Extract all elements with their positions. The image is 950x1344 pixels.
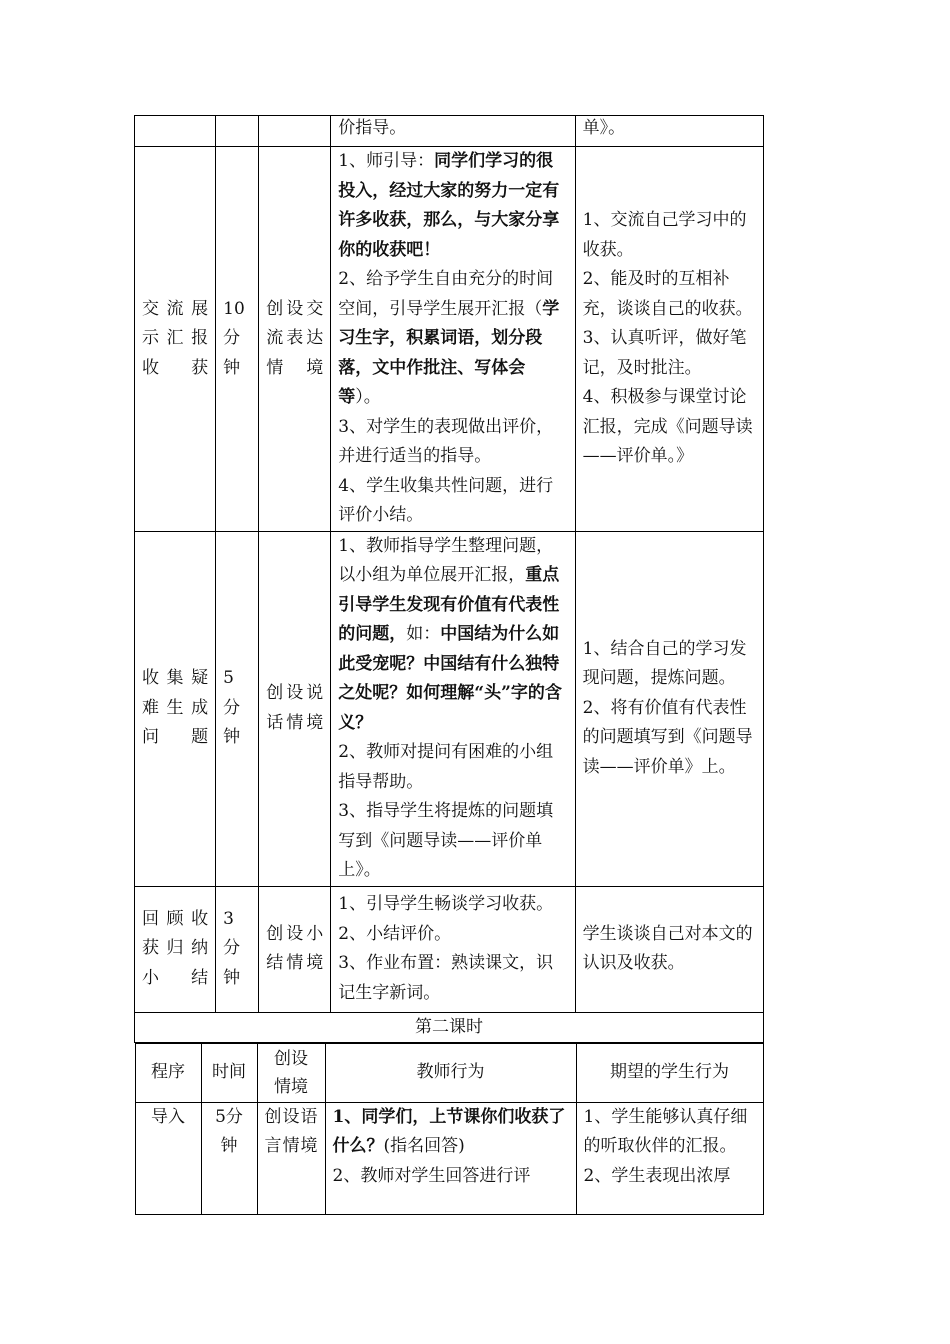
teacher-step: 1、引导学生畅谈学习收获。: [338, 894, 554, 914]
situation-cell: [259, 886, 331, 1012]
time-text: 10分钟: [223, 298, 245, 378]
procedure-cell: [135, 147, 216, 532]
time-cell: [216, 886, 259, 1012]
student-text: [577, 1103, 763, 1192]
student-text: [576, 920, 763, 979]
teacher-step: [338, 797, 567, 886]
teacher-step-bold: 学习生字，积累词语，划分段落，文中作批注、写体会等: [338, 298, 560, 407]
time-text: 5分钟: [215, 1106, 243, 1156]
table-row: [135, 531, 764, 886]
table-row: [135, 147, 764, 532]
procedure-text: 交流展示汇报收获: [142, 298, 209, 378]
lesson2-table: [135, 1043, 764, 1215]
teacher-step: [338, 472, 567, 531]
procedure-cell: [135, 116, 216, 147]
student-cell: [575, 147, 763, 532]
student-cell: [575, 116, 763, 147]
teacher-step-bold: 同学们学习的很投入，经过大家的努力一定有许多收获，那么，与大家分享你的收获吧！: [338, 151, 560, 260]
teacher-step-bold: 中国结为什么如此受宠呢？中国结有什么独特之处呢？如何理解“头”字的含义？: [338, 624, 562, 733]
situation-cell: [259, 531, 331, 886]
student-step: 1、交流自己学习中的收获。: [582, 210, 747, 260]
student-step: 4、积极参与课堂讨论汇报，完成《问题导读——评价单。》: [582, 387, 753, 466]
teacher-step-text: 2、给予学生自由充分的时间空间，引导学生展开汇报（: [338, 269, 554, 319]
teacher-step-text: 1、师引导：: [338, 151, 435, 171]
teacher-step-text: 4、学生收集共性问题，进行评价小结。: [338, 475, 554, 525]
header-situation-text: 创设情境: [274, 1048, 308, 1097]
time-cell: [216, 531, 259, 886]
header-row: [135, 1043, 763, 1102]
header-time: 时间: [201, 1043, 257, 1102]
student-cell: [576, 1102, 763, 1214]
lesson2-wrapper-row: [135, 1042, 764, 1215]
student-step: 1、结合自己的学习发现问题，提炼问题。: [582, 638, 747, 689]
procedure-text: 收集疑难生成问题: [142, 668, 209, 748]
student-step: 3、认真听评，做好笔记，及时批注。: [582, 328, 747, 378]
header-situation: [257, 1043, 325, 1102]
situation-text: 创设交流表达情境: [266, 298, 324, 378]
procedure-cell: [135, 886, 216, 1012]
teacher-text: 价指导。: [338, 118, 407, 138]
student-text: 单》。: [582, 118, 626, 138]
time-cell: [216, 116, 259, 147]
teacher-step: [338, 532, 567, 739]
student-text: [576, 635, 763, 783]
teacher-cell: [331, 116, 575, 147]
situation-cell: [257, 1102, 325, 1214]
section-title: 第二课时: [135, 1012, 764, 1042]
situation-text: 创设说话情境: [266, 683, 324, 733]
table-row-continued: [135, 116, 764, 147]
teacher-step-text: (指名回答): [383, 1136, 465, 1156]
lesson2-wrapper: [135, 1042, 764, 1215]
teacher-text: [326, 1103, 576, 1192]
teacher-step-text: 2、教师对学生回答进行评: [332, 1165, 531, 1186]
time-text: 5分钟: [223, 668, 241, 748]
teacher-step-text: 2、教师对提问有困难的小组指导帮助。: [338, 742, 554, 792]
student-step: 1、学生能够认真仔细的听取伙伴的汇报。: [583, 1106, 748, 1156]
table-row: [135, 886, 764, 1012]
teacher-step-text: 如：: [406, 624, 441, 644]
time-cell: [216, 147, 259, 532]
student-text: [576, 206, 763, 472]
teacher-step: [338, 147, 567, 265]
teacher-step-text: 3、指导学生将提炼的问题填写到《问题导读——评价单上》。: [338, 801, 554, 880]
teacher-step-text: 1、教师指导学生整理问题，以小组为单位展开汇报，: [338, 535, 554, 585]
header-teacher: 教师行为: [325, 1043, 576, 1102]
time-text: 3分钟: [223, 908, 241, 988]
student-step: 2、能及时的互相补充，谈谈自己的收获。: [582, 269, 753, 319]
teacher-text: [331, 890, 574, 1008]
teacher-cell: [325, 1102, 576, 1214]
teacher-text: [331, 532, 574, 886]
teacher-cell: [331, 531, 575, 886]
student-step: 学生谈谈自己对本文的认识及收获。: [582, 923, 753, 973]
procedure-cell: [135, 531, 216, 886]
lesson-plan-table: [134, 115, 764, 1215]
table-row: [135, 1102, 763, 1214]
teacher-step: [338, 738, 567, 797]
teacher-step: [333, 1103, 569, 1162]
situation-cell: [259, 147, 331, 532]
situation-text: 创设小结情境: [266, 923, 324, 973]
student-cell: [575, 886, 763, 1012]
teacher-step: [338, 413, 567, 472]
student-cell: [575, 531, 763, 886]
teacher-step: 3、作业布置：熟读课文，识记生字新词。: [338, 953, 554, 1003]
section-title-row: [135, 1012, 764, 1042]
teacher-step-bold: 重点引导学生发现有价值有代表性的问题，: [338, 565, 560, 644]
header-student: 期望的学生行为: [576, 1043, 763, 1102]
teacher-step: [333, 1162, 569, 1192]
situation-cell: [259, 116, 331, 147]
procedure-text: 回顾收获归纳小结: [142, 908, 209, 988]
student-step: 2、学生表现出浓厚: [583, 1165, 731, 1186]
time-cell: [201, 1102, 257, 1214]
teacher-cell: [331, 147, 575, 532]
header-procedure: 程序: [135, 1043, 201, 1102]
teacher-step: [338, 265, 567, 413]
student-step: 2、将有价值有代表性的问题填写到《问题导读——评价单》上。: [582, 697, 753, 777]
procedure-cell: 导入: [135, 1102, 201, 1214]
teacher-step-bold: 1、同学们，上节课你们收获了什么？: [332, 1106, 566, 1156]
teacher-step-text: ）。: [355, 387, 381, 407]
teacher-cell: [331, 886, 575, 1012]
situation-text: 创设语言情境: [264, 1106, 318, 1156]
teacher-step: 2、小结评价。: [338, 923, 452, 944]
teacher-step-text: 3、对学生的表现做出评价，并进行适当的指导。: [338, 416, 554, 466]
teacher-text: [331, 147, 574, 531]
